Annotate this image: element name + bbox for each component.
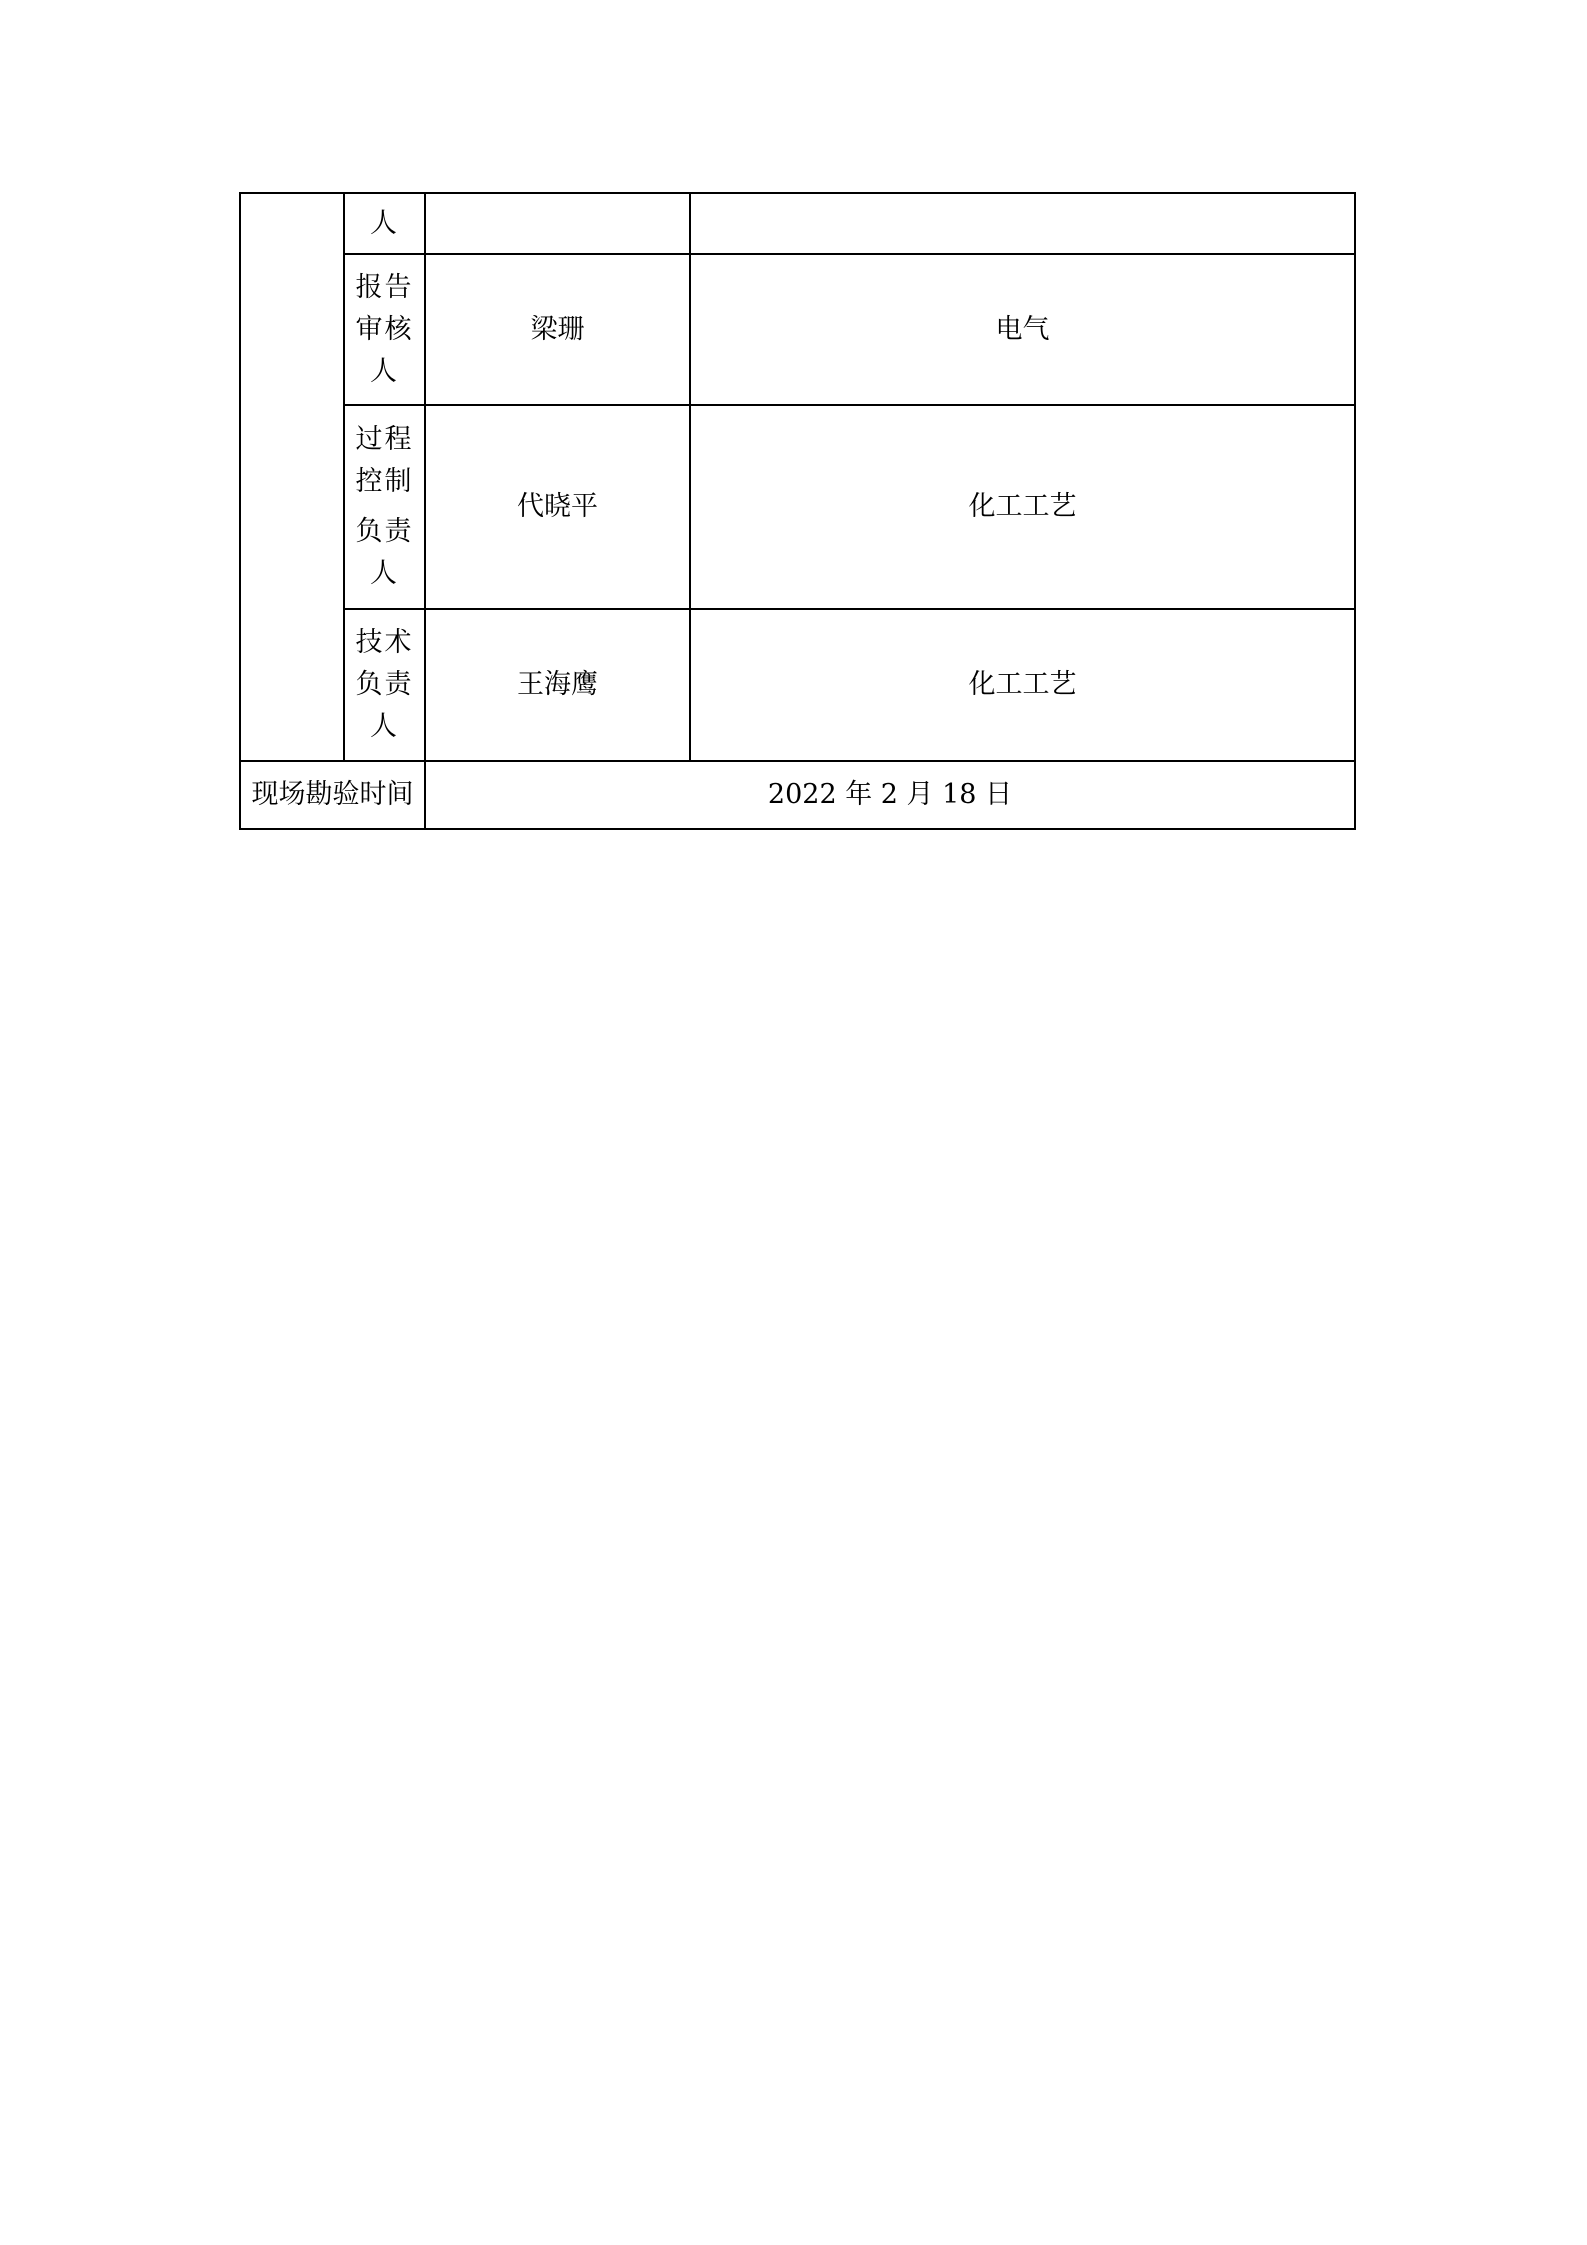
role-label-line: 过程 (355, 424, 414, 455)
survey-time-value: 2022 年 2 月 18 日 (425, 761, 1355, 829)
survey-time-label: 现场勘验时间 (240, 761, 425, 829)
role-label-line: 控制 (355, 466, 414, 497)
person-name-cell: 梁珊 (425, 254, 690, 405)
role-label-line: 人 (370, 558, 399, 589)
specialty-cell (690, 193, 1355, 254)
role-label-line: 报告 (355, 271, 414, 303)
role-label-line: 负责 (355, 516, 414, 547)
merged-category-cell (240, 193, 344, 761)
person-name-cell (425, 193, 690, 254)
role-label-cell (344, 609, 425, 761)
role-label-cell (344, 254, 425, 405)
table-row (240, 405, 1355, 609)
role-label-line: 负责 (355, 669, 414, 700)
table-row (240, 609, 1355, 761)
role-label-cell (344, 193, 425, 254)
role-label-line: 审核 (355, 313, 414, 345)
person-name-cell: 代晓平 (425, 405, 690, 609)
specialty-cell: 化工工艺 (690, 609, 1355, 761)
table-row (240, 193, 1355, 254)
role-label-line: 人 (370, 207, 399, 239)
role-label-cell (344, 405, 425, 609)
specialty-cell: 化工工艺 (690, 405, 1355, 609)
role-label-line: 人 (370, 355, 399, 387)
role-label-line: 人 (370, 711, 399, 742)
specialty-cell: 电气 (690, 254, 1355, 405)
person-name-cell: 王海鹰 (425, 609, 690, 761)
survey-time-row (240, 761, 1355, 829)
role-label-line: 技术 (355, 627, 414, 658)
table-row (240, 254, 1355, 405)
personnel-table (239, 192, 1356, 830)
